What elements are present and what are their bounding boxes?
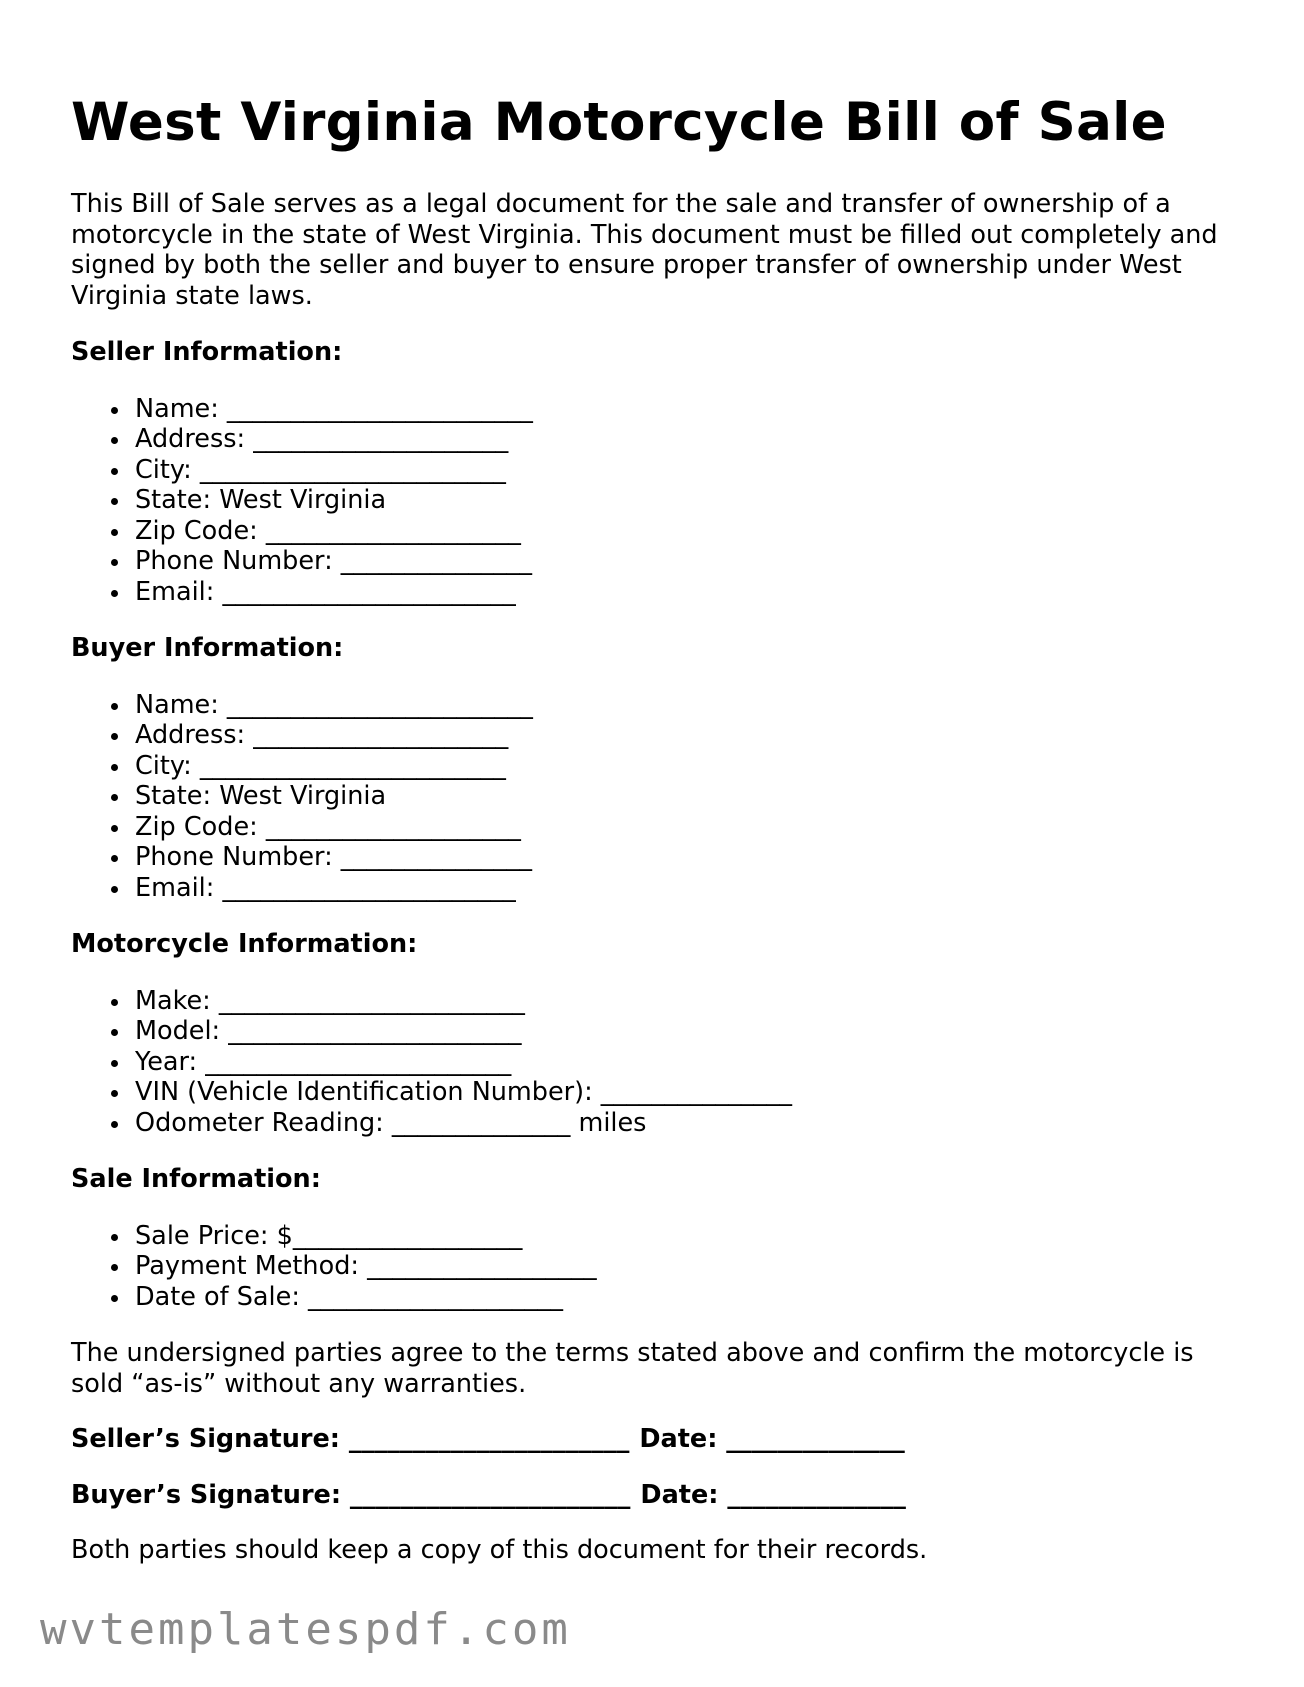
seller-zip-field[interactable]: Zip Code: ____________________	[135, 516, 1251, 547]
motorcycle-section-heading: Motorcycle Information:	[71, 929, 418, 959]
seller-signature-date-field[interactable]: Date: ______________	[639, 1424, 905, 1454]
closing-note: Both parties should keep a copy of this document for their records.	[71, 1535, 928, 1565]
buyer-address-field[interactable]: Address: ____________________	[135, 720, 1251, 751]
motorcycle-info-list	[71, 986, 1251, 1139]
motorcycle-make-field[interactable]: Make: ________________________	[135, 986, 1251, 1017]
buyer-name-field[interactable]: Name: ________________________	[135, 690, 1251, 721]
motorcycle-model-field[interactable]: Model: _______________________	[135, 1016, 1251, 1047]
seller-signature-row	[71, 1424, 1251, 1455]
agreement-paragraph: The undersigned parties agree to the terms stated above and confirm the motorcycle is sold “as-is” without any warranties.	[71, 1338, 1194, 1399]
seller-signature-field[interactable]: Seller’s Signature: ______________________	[71, 1424, 630, 1454]
buyer-section-heading: Buyer Information:	[71, 633, 344, 663]
watermark-text: wvtemplatespdf.com	[40, 1604, 571, 1655]
motorcycle-year-field[interactable]: Year: ________________________	[135, 1047, 1251, 1078]
intro-paragraph: This Bill of Sale serves as a legal document for the sale and transfer of ownership of a motorcycle in the state of West Virginia. This document must be filled out completely and signed by both the seller and buyer to ensure proper transfer of ownership under West Virginia state laws.	[71, 189, 1218, 311]
seller-phone-field[interactable]: Phone Number: _______________	[135, 546, 1251, 577]
document-page	[71, 92, 1251, 1566]
buyer-signature-row	[71, 1480, 1251, 1511]
buyer-state-field: State: West Virginia	[135, 781, 1251, 812]
buyer-zip-field[interactable]: Zip Code: ____________________	[135, 812, 1251, 843]
buyer-info-list	[71, 690, 1251, 904]
buyer-signature-date-field[interactable]: Date: ______________	[640, 1479, 906, 1510]
seller-city-field[interactable]: City: ________________________	[135, 455, 1251, 486]
page-title: West Virginia Motorcycle Bill of Sale	[71, 92, 1167, 153]
buyer-city-field[interactable]: City: ________________________	[135, 751, 1251, 782]
payment-method-field[interactable]: Payment Method: __________________	[135, 1251, 1251, 1282]
sale-date-field[interactable]: Date of Sale: ____________________	[135, 1282, 1251, 1313]
sale-info-list	[71, 1221, 1251, 1313]
motorcycle-odometer-field[interactable]: Odometer Reading: ______________ miles	[135, 1108, 1251, 1139]
buyer-phone-field[interactable]: Phone Number: _______________	[135, 842, 1251, 873]
buyer-signature-field[interactable]: Buyer’s Signature: ______________________	[71, 1479, 631, 1510]
motorcycle-vin-field[interactable]: VIN (Vehicle Identification Number): _______________	[135, 1077, 1251, 1108]
seller-name-field[interactable]: Name: ________________________	[135, 394, 1251, 425]
seller-section-heading: Seller Information:	[71, 337, 343, 367]
sale-section-heading: Sale Information:	[71, 1164, 321, 1194]
seller-info-list	[71, 394, 1251, 608]
buyer-email-field[interactable]: Email: _______________________	[135, 873, 1251, 904]
seller-state-field: State: West Virginia	[135, 485, 1251, 516]
seller-email-field[interactable]: Email: _______________________	[135, 577, 1251, 608]
sale-price-field[interactable]: Sale Price: $__________________	[135, 1221, 1251, 1252]
seller-address-field[interactable]: Address: ____________________	[135, 424, 1251, 455]
